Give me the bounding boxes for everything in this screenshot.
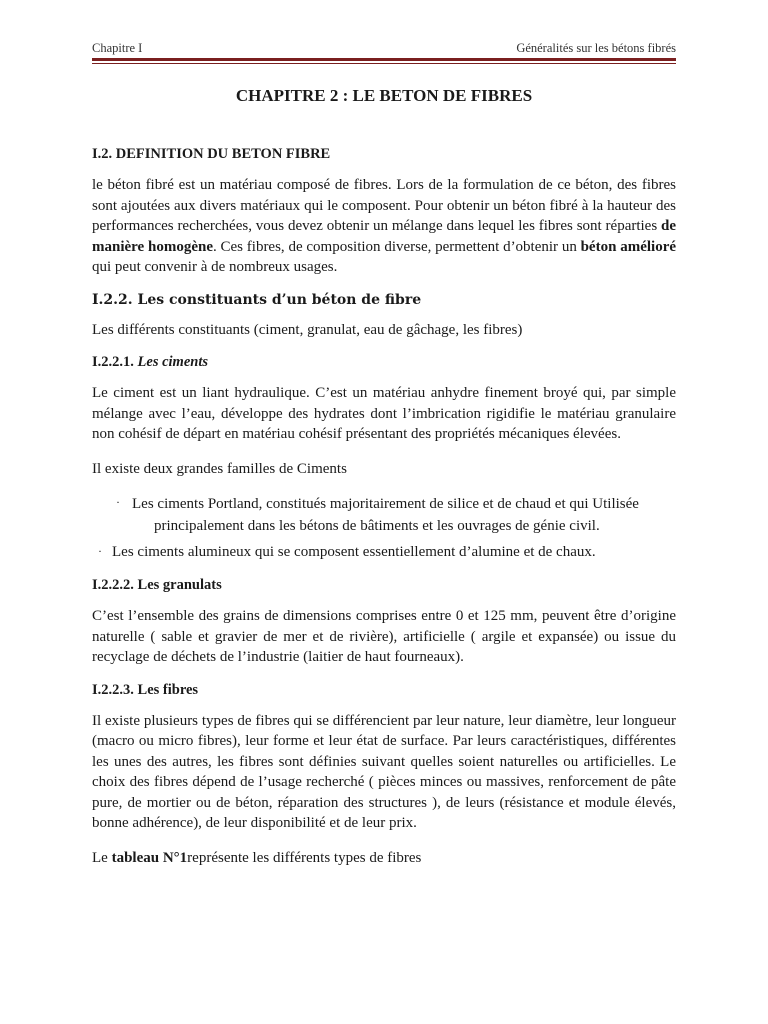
table-reference-paragraph: Le tableau N°1représente les différents types de fibres (92, 849, 422, 866)
page-header (92, 41, 676, 56)
list-item-continuation: principalement dans les bétons de bâtiments et les ouvrages de génie civil. (154, 518, 600, 534)
granulats-paragraph: C’est l’ensemble des grains de dimensions comprises entre 0 et 125 mm, peuvent être d’origine naturelle ( sable et gravier de mer et de rivière), artificielle ( argile et expansée) ou issue du recyclage de déchets de l’industrie (laitier de haut fourneaux). (92, 608, 676, 665)
section-heading-fibres: I.2.2.3. Les fibres (92, 681, 199, 698)
section-heading-ciments: I.2.2.1. Les ciments (92, 354, 209, 370)
section-heading-definition: I.2. DEFINITION DU BETON FIBRE (92, 146, 331, 162)
page-content (92, 86, 676, 882)
bullet-icon: · (116, 495, 120, 509)
header-rule-thin (92, 63, 676, 64)
ciments-families-intro: Il existe deux grandes familles de Ciments (92, 460, 347, 477)
ciments-paragraph: Le ciment est un liant hydraulique. C’est un matériau anhydre finement broyé qui, par simple mélange avec l’eau, développe des hydrates dont l’imbrication rigidifie le matériau granulaire non cohésif de départ en matériau cohésif présentant des propriétés mécaniques élevées. (92, 385, 676, 442)
bullet-icon: · (98, 544, 102, 558)
ciments-list (92, 493, 676, 563)
section-heading-constituants: I.2.2. Les constituants d’un béton de fibre (92, 291, 422, 308)
header-rule-thick (92, 58, 676, 61)
constituants-intro: Les différents constituants (ciment, granulat, eau de gâchage, les fibres) (92, 321, 523, 338)
definition-paragraph: le béton fibré est un matériau composé de fibres. Lors de la formulation de ce béton, des fibres sont ajoutées aux divers matériaux qui le composent. Pour obtenir un béton fibré à la hauteur des performances recherchées, vous devez obtenir un mélange dans lequel les fibres sont réparties de manière homogène. Ces fibres, de composition diverse, permettent d’obtenir un béton amélioré qui peut convenir à de nombreux usages. (92, 177, 677, 275)
header-chapter: Chapitre I (92, 41, 143, 55)
list-item: · Les ciments Portland, constitués majoritairement de silice et de chaud et qui Utilisée (92, 493, 676, 515)
header-section-title: Généralités sur les bétons fibrés (516, 41, 676, 55)
section-heading-granulats: I.2.2.2. Les granulats (92, 577, 222, 593)
list-item: · Les ciments alumineux qui se composent essentiellement d’alumine et de chaux. (92, 541, 676, 563)
chapter-title: CHAPITRE 2 : LE BETON DE FIBRES (235, 86, 533, 105)
fibres-paragraph: Il existe plusieurs types de fibres qui se différencient par leur nature, leur diamètre, leur longueur (macro ou micro fibres), leur forme et leur état de surface. Par leurs caractéristiques, différentes les unes des autres, les fibres sont définies suivant quelles soient naturelles ou artificielles. Le choix des fibres dépend de l’usage recherché ( pièces minces ou massives, renforcement de pâte pure, de mortier ou de béton, réparation des structures ), de leurs (résistance et module élevés, bonne adhérence), de leur disponibilité et de leur prix. (92, 712, 676, 831)
